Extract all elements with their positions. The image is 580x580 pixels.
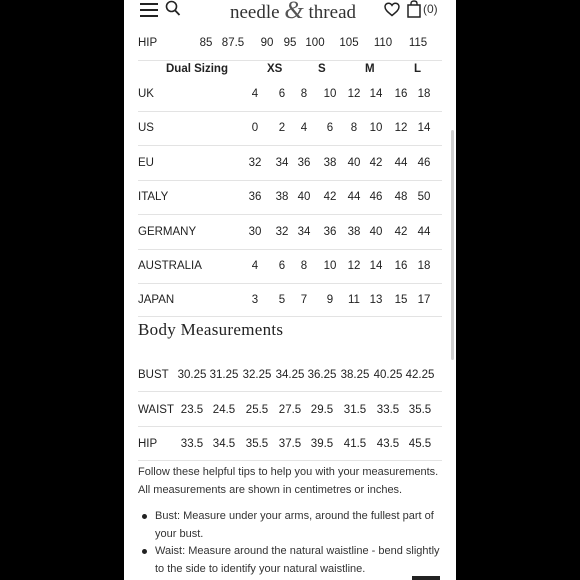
value-cell: 30.25 — [177, 369, 207, 381]
value-cell: 10 — [323, 88, 337, 100]
logo-word-needle: needle — [230, 2, 280, 23]
row-label: BUST — [138, 369, 169, 381]
bullet-dot — [142, 514, 147, 519]
value-cell: 40.25 — [373, 369, 403, 381]
row-label: AUSTRALIA — [138, 260, 202, 272]
size-group-m: M — [365, 63, 375, 75]
value-cell: 42 — [323, 191, 337, 203]
value-cell: 13 — [369, 294, 383, 306]
value-cell: 36 — [248, 191, 262, 203]
size-group-xs: XS — [267, 63, 283, 75]
value-cell: 46 — [417, 157, 431, 169]
value-cell: 10 — [323, 260, 337, 272]
value-cell: 4 — [251, 260, 259, 272]
scrollbar[interactable] — [451, 130, 454, 360]
search-icon[interactable] — [165, 0, 181, 18]
value-cell: 38 — [347, 226, 361, 238]
value-cell: 14 — [369, 260, 383, 272]
value-cell: 42 — [369, 157, 383, 169]
body-measurement-row — [138, 438, 442, 461]
value-cell: 2 — [278, 122, 286, 134]
value-cell: 32 — [275, 226, 289, 238]
value-cell: 36 — [297, 157, 311, 169]
value-cell: 32 — [248, 157, 262, 169]
value-cell: 34.25 — [275, 369, 305, 381]
size-guide-screen — [124, 0, 456, 580]
value-cell: 31.25 — [209, 369, 239, 381]
value-cell: 36 — [323, 226, 337, 238]
value-cell: 12 — [347, 88, 361, 100]
value-cell: 30 — [248, 226, 262, 238]
value-cell: 38 — [323, 157, 337, 169]
dual-sizing-row — [138, 294, 442, 317]
hip-row-partial — [138, 37, 442, 61]
row-label: EU — [138, 157, 154, 169]
site-header — [124, 0, 456, 22]
value-cell: 41.5 — [343, 438, 367, 450]
value-cell: 6 — [278, 88, 286, 100]
value-cell: 4 — [300, 122, 308, 134]
logo-word-thread: thread — [308, 2, 357, 23]
dual-sizing-row — [138, 88, 442, 112]
value-cell: 12 — [347, 260, 361, 272]
value-cell: 100 — [305, 37, 325, 49]
value-cell: 95 — [283, 37, 297, 49]
value-cell: 3 — [251, 294, 259, 306]
value-cell: 6 — [278, 260, 286, 272]
value-cell: 9 — [326, 294, 334, 306]
row-label: JAPAN — [138, 294, 175, 306]
value-cell: 8 — [300, 260, 308, 272]
body-measurements-title: Body Measurements — [138, 320, 284, 339]
value-cell: 5 — [278, 294, 286, 306]
value-cell: 35.5 — [408, 404, 432, 416]
value-cell: 11 — [348, 294, 360, 306]
value-cell: 14 — [369, 88, 383, 100]
dual-sizing-title: Dual Sizing — [166, 63, 228, 75]
dual-sizing-row — [138, 157, 442, 181]
dual-sizing-row — [138, 191, 442, 215]
value-cell: 44 — [394, 157, 408, 169]
value-cell: 115 — [408, 37, 428, 49]
value-cell: 90 — [260, 37, 274, 49]
dual-sizing-row — [138, 260, 442, 284]
value-cell: 33.5 — [376, 404, 400, 416]
value-cell: 40 — [369, 226, 383, 238]
value-cell: 31.5 — [343, 404, 367, 416]
value-cell: 38 — [275, 191, 289, 203]
value-cell: 37.5 — [278, 438, 302, 450]
row-label: US — [138, 122, 154, 134]
value-cell: 0 — [251, 122, 259, 134]
value-cell: 87.5 — [221, 37, 245, 49]
body-measurement-row — [138, 369, 442, 392]
value-cell: 34 — [275, 157, 289, 169]
value-cell: 16 — [394, 260, 408, 272]
value-cell: 8 — [300, 88, 308, 100]
value-cell: 35.5 — [245, 438, 269, 450]
value-cell: 50 — [417, 191, 431, 203]
value-cell: 34.5 — [212, 438, 236, 450]
value-cell: 15 — [394, 294, 408, 306]
dual-sizing-row — [138, 122, 442, 146]
size-group-s: S — [318, 63, 326, 75]
row-label: WAIST — [138, 404, 174, 416]
bullet-dot — [142, 549, 147, 554]
value-cell: 110 — [373, 37, 393, 49]
value-cell: 10 — [369, 122, 383, 134]
row-label: HIP — [138, 37, 158, 49]
value-cell: 44 — [347, 191, 361, 203]
body-measurement-row — [138, 404, 442, 427]
size-group-l: L — [414, 63, 422, 75]
value-cell: 39.5 — [310, 438, 334, 450]
value-cell: 42 — [394, 226, 408, 238]
value-cell: 38.25 — [340, 369, 370, 381]
value-cell: 4 — [251, 88, 259, 100]
value-cell: 40 — [297, 191, 311, 203]
value-cell: 12 — [394, 122, 408, 134]
value-cell: 17 — [417, 294, 431, 306]
cart-count[interactable]: (0) — [423, 2, 438, 16]
tips-intro: Follow these helpful tips to help you with your measurements. All measurements are shown in centimetres or inches. — [138, 466, 439, 496]
row-label: ITALY — [138, 191, 169, 203]
brand-logo[interactable] — [230, 0, 356, 25]
wishlist-heart-icon[interactable] — [384, 2, 400, 17]
value-cell: 25.5 — [245, 404, 269, 416]
value-cell: 48 — [394, 191, 408, 203]
value-cell: 18 — [417, 260, 431, 272]
value-cell: 44 — [417, 226, 431, 238]
row-label: GERMANY — [138, 226, 197, 238]
row-label: HIP — [138, 438, 158, 450]
value-cell: 23.5 — [180, 404, 204, 416]
value-cell: 29.5 — [310, 404, 334, 416]
value-cell: 36.25 — [307, 369, 337, 381]
value-cell: 40 — [347, 157, 361, 169]
value-cell: 46 — [369, 191, 383, 203]
value-cell: 8 — [350, 122, 358, 134]
value-cell: 105 — [339, 37, 359, 49]
value-cell: 43.5 — [376, 438, 400, 450]
value-cell: 32.25 — [242, 369, 272, 381]
value-cell: 42.25 — [405, 369, 435, 381]
value-cell: 27.5 — [278, 404, 302, 416]
value-cell: 16 — [394, 88, 408, 100]
value-cell: 6 — [326, 122, 334, 134]
value-cell: 14 — [417, 122, 431, 134]
value-cell: 18 — [417, 88, 431, 100]
value-cell: 33.5 — [180, 438, 204, 450]
logo-ampersand: & — [284, 0, 304, 24]
hamburger-menu-icon[interactable] — [140, 3, 158, 17]
tip-text: Bust: Measure under your arms, around the fullest part of your bust. — [155, 510, 434, 540]
floating-button-edge[interactable] — [412, 576, 440, 580]
value-cell: 34 — [297, 226, 311, 238]
tip-text: Waist: Measure around the natural waistline - bend slightly to the side to identify your natural waistline. — [155, 545, 440, 575]
value-cell: 7 — [300, 294, 308, 306]
value-cell: 45.5 — [408, 438, 432, 450]
row-label: UK — [138, 88, 154, 100]
shopping-bag-icon[interactable] — [407, 0, 421, 18]
value-cell: 85 — [199, 37, 213, 49]
dual-sizing-row — [138, 226, 442, 250]
value-cell: 24.5 — [212, 404, 236, 416]
